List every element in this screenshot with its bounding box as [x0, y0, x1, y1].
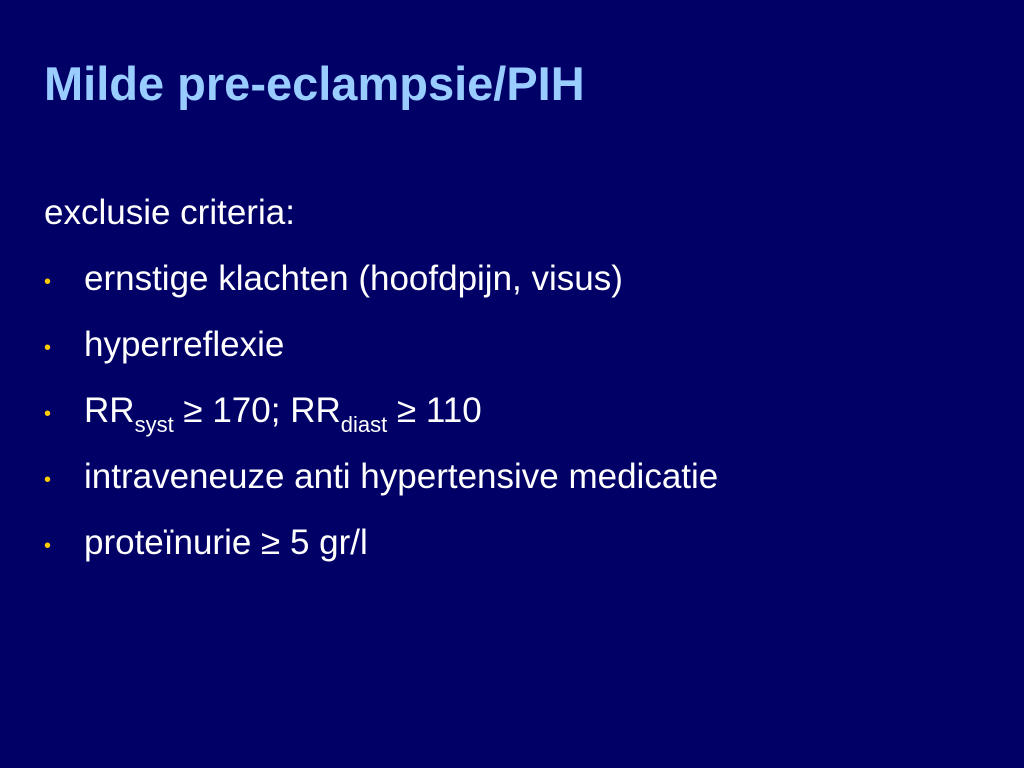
list-item-text: proteïnurie ≥ 5 gr/l: [84, 523, 368, 562]
list-item-text: hyperreflexie: [84, 325, 285, 364]
intro-text: exclusie criteria:: [44, 193, 295, 232]
bullet-icon: •: [44, 403, 52, 425]
bullet-icon: •: [44, 469, 52, 491]
list-item-text: ernstige klachten (hoofdpijn, visus): [84, 259, 623, 298]
bullet-icon: •: [44, 337, 52, 359]
slide-title: Milde pre-eclampsie/PIH: [44, 57, 585, 110]
bullet-icon: •: [44, 271, 52, 293]
syst-subscript: syst: [134, 412, 174, 437]
bullet-icon: •: [44, 535, 52, 557]
diast-subscript: diast: [340, 412, 388, 437]
syst-threshold: ≥ 170; RR: [173, 391, 341, 430]
rr-label: RR: [84, 391, 135, 430]
list-item-text: intraveneuze anti hypertensive medicatie: [84, 457, 719, 496]
diast-threshold: ≥ 110: [387, 391, 482, 430]
blood-pressure-criterion: [84, 390, 482, 438]
